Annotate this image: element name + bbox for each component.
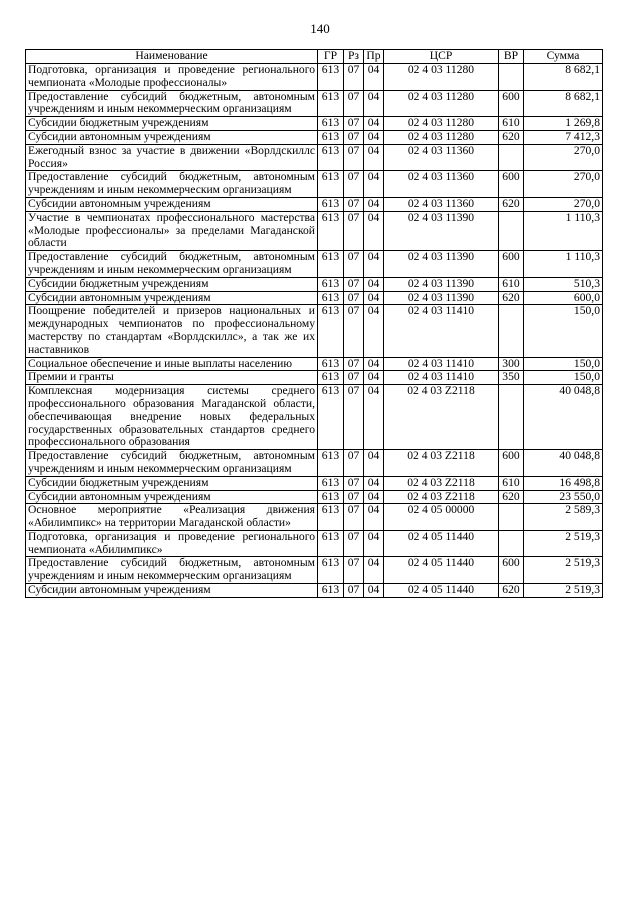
row-rz-cell: 07: [344, 130, 364, 144]
row-gr-cell: 613: [318, 371, 344, 385]
row-gr-cell: 613: [318, 211, 344, 250]
row-gr-cell: 613: [318, 504, 344, 531]
row-sum-cell: 150,0: [524, 357, 603, 371]
row-gr-cell: 613: [318, 117, 344, 131]
row-gr-cell: 613: [318, 64, 344, 91]
row-name-cell: Субсидии автономным учреждениям: [26, 197, 318, 211]
row-sum-cell: 8 682,1: [524, 64, 603, 91]
row-gr-cell: 613: [318, 385, 344, 450]
row-name-cell: Предоставление субсидий бюджетным, автономным учреждениям и иным некоммерческим организациям: [26, 450, 318, 477]
table-header-row: [26, 50, 603, 64]
row-pr-cell: 04: [364, 530, 384, 557]
row-gr-cell: 613: [318, 144, 344, 171]
row-gr-cell: 613: [318, 251, 344, 278]
row-vr-cell: [499, 305, 524, 357]
row-sum-cell: 270,0: [524, 197, 603, 211]
row-rz-cell: 07: [344, 171, 364, 198]
row-rz-cell: 07: [344, 385, 364, 450]
row-name-cell: Субсидии бюджетным учреждениям: [26, 476, 318, 490]
row-gr-cell: 613: [318, 584, 344, 598]
table-row: [26, 371, 603, 385]
row-csr-cell: 02 4 03 Z2118: [384, 450, 499, 477]
row-csr-cell: 02 4 03 11280: [384, 130, 499, 144]
row-rz-cell: 07: [344, 490, 364, 504]
row-csr-cell: 02 4 03 11390: [384, 291, 499, 305]
row-rz-cell: 07: [344, 251, 364, 278]
row-gr-cell: 613: [318, 90, 344, 117]
row-vr-cell: 620: [499, 130, 524, 144]
row-vr-cell: 350: [499, 371, 524, 385]
row-name-cell: Субсидии автономным учреждениям: [26, 490, 318, 504]
header-gr: ГР: [318, 50, 344, 64]
row-sum-cell: 270,0: [524, 171, 603, 198]
row-gr-cell: 613: [318, 530, 344, 557]
table-row: [26, 557, 603, 584]
row-pr-cell: 04: [364, 171, 384, 198]
row-pr-cell: 04: [364, 211, 384, 250]
row-name-cell: Субсидии бюджетным учреждениям: [26, 277, 318, 291]
row-gr-cell: 613: [318, 305, 344, 357]
row-name-cell: Предоставление субсидий бюджетным, автономным учреждениям и иным некоммерческим организациям: [26, 90, 318, 117]
row-csr-cell: 02 4 03 Z2118: [384, 490, 499, 504]
row-name-cell: Предоставление субсидий бюджетным, автономным учреждениям и иным некоммерческим организациям: [26, 171, 318, 198]
row-csr-cell: 02 4 03 11390: [384, 211, 499, 250]
row-rz-cell: 07: [344, 291, 364, 305]
header-name: Наименование: [26, 50, 318, 64]
header-csr: ЦСР: [384, 50, 499, 64]
row-name-cell: Субсидии бюджетным учреждениям: [26, 117, 318, 131]
table-row: [26, 197, 603, 211]
row-rz-cell: 07: [344, 557, 364, 584]
row-rz-cell: 07: [344, 90, 364, 117]
row-rz-cell: 07: [344, 211, 364, 250]
row-pr-cell: 04: [364, 277, 384, 291]
row-vr-cell: 600: [499, 171, 524, 198]
row-vr-cell: 610: [499, 277, 524, 291]
table-row: [26, 490, 603, 504]
table-row: [26, 251, 603, 278]
row-rz-cell: 07: [344, 504, 364, 531]
table-row: [26, 171, 603, 198]
row-vr-cell: 610: [499, 117, 524, 131]
row-sum-cell: 1 110,3: [524, 211, 603, 250]
row-vr-cell: 610: [499, 476, 524, 490]
row-vr-cell: [499, 64, 524, 91]
table-row: [26, 291, 603, 305]
row-gr-cell: 613: [318, 357, 344, 371]
row-rz-cell: 07: [344, 476, 364, 490]
row-rz-cell: 07: [344, 305, 364, 357]
row-pr-cell: 04: [364, 291, 384, 305]
table-row: [26, 64, 603, 91]
row-rz-cell: 07: [344, 584, 364, 598]
row-csr-cell: 02 4 03 11360: [384, 144, 499, 171]
row-name-cell: Ежегодный взнос за участие в движении «Ворлдскиллс Россия»: [26, 144, 318, 171]
row-rz-cell: 07: [344, 371, 364, 385]
row-csr-cell: 02 4 03 11280: [384, 90, 499, 117]
row-csr-cell: 02 4 03 11280: [384, 117, 499, 131]
table-row: [26, 530, 603, 557]
row-csr-cell: 02 4 03 11390: [384, 277, 499, 291]
row-gr-cell: 613: [318, 291, 344, 305]
row-vr-cell: 620: [499, 291, 524, 305]
row-sum-cell: 2 519,3: [524, 584, 603, 598]
row-pr-cell: 04: [364, 117, 384, 131]
row-pr-cell: 04: [364, 197, 384, 211]
row-name-cell: Субсидии автономным учреждениям: [26, 584, 318, 598]
row-rz-cell: 07: [344, 277, 364, 291]
row-name-cell: Поощрение победителей и призеров национальных и международных чемпионатов по профессиональному мастерству по стандартам «Ворлдскиллс», а так же их наставников: [26, 305, 318, 357]
row-gr-cell: 613: [318, 557, 344, 584]
row-vr-cell: 600: [499, 251, 524, 278]
table-row: [26, 476, 603, 490]
table-row: [26, 117, 603, 131]
row-csr-cell: 02 4 05 00000: [384, 504, 499, 531]
row-rz-cell: 07: [344, 357, 364, 371]
row-gr-cell: 613: [318, 171, 344, 198]
row-vr-cell: 620: [499, 490, 524, 504]
row-pr-cell: 04: [364, 385, 384, 450]
row-vr-cell: [499, 530, 524, 557]
row-vr-cell: 600: [499, 450, 524, 477]
row-pr-cell: 04: [364, 90, 384, 117]
table-row: [26, 385, 603, 450]
table-row: [26, 357, 603, 371]
header-vr: ВР: [499, 50, 524, 64]
row-pr-cell: 04: [364, 450, 384, 477]
row-sum-cell: 2 589,3: [524, 504, 603, 531]
row-name-cell: Основное мероприятие «Реализация движения «Абилимпикс» на территории Магаданской области»: [26, 504, 318, 531]
row-gr-cell: 613: [318, 450, 344, 477]
row-csr-cell: 02 4 05 11440: [384, 557, 499, 584]
row-pr-cell: 04: [364, 490, 384, 504]
row-name-cell: Участие в чемпионатах профессионального мастерства «Молодые профессионалы» за пределами Магаданской области: [26, 211, 318, 250]
row-name-cell: Субсидии автономным учреждениям: [26, 291, 318, 305]
header-sum: Сумма: [524, 50, 603, 64]
table-row: [26, 277, 603, 291]
row-pr-cell: 04: [364, 357, 384, 371]
row-sum-cell: 1 269,8: [524, 117, 603, 131]
row-sum-cell: 270,0: [524, 144, 603, 171]
row-sum-cell: 16 498,8: [524, 476, 603, 490]
row-pr-cell: 04: [364, 584, 384, 598]
row-name-cell: Предоставление субсидий бюджетным, автономным учреждениям и иным некоммерческим организациям: [26, 557, 318, 584]
row-vr-cell: 620: [499, 584, 524, 598]
row-name-cell: Подготовка, организация и проведение регионального чемпионата «Молодые профессионалы»: [26, 64, 318, 91]
row-sum-cell: 510,3: [524, 277, 603, 291]
row-vr-cell: 600: [499, 557, 524, 584]
row-csr-cell: 02 4 03 Z2118: [384, 385, 499, 450]
row-csr-cell: 02 4 03 11410: [384, 305, 499, 357]
row-pr-cell: 04: [364, 251, 384, 278]
row-sum-cell: 8 682,1: [524, 90, 603, 117]
table-row: [26, 90, 603, 117]
header-rz: Рз: [344, 50, 364, 64]
row-gr-cell: 613: [318, 197, 344, 211]
row-name-cell: Социальное обеспечение и иные выплаты населению: [26, 357, 318, 371]
row-pr-cell: 04: [364, 130, 384, 144]
row-rz-cell: 07: [344, 144, 364, 171]
budget-table: [25, 49, 603, 598]
table-row: [26, 584, 603, 598]
row-csr-cell: 02 4 03 11360: [384, 171, 499, 198]
table-row: [26, 305, 603, 357]
row-sum-cell: 2 519,3: [524, 557, 603, 584]
row-rz-cell: 07: [344, 197, 364, 211]
row-gr-cell: 613: [318, 476, 344, 490]
row-vr-cell: [499, 144, 524, 171]
row-csr-cell: 02 4 05 11440: [384, 530, 499, 557]
row-sum-cell: 40 048,8: [524, 450, 603, 477]
row-pr-cell: 04: [364, 557, 384, 584]
row-pr-cell: 04: [364, 504, 384, 531]
row-csr-cell: 02 4 03 11410: [384, 357, 499, 371]
row-gr-cell: 613: [318, 130, 344, 144]
row-sum-cell: 23 550,0: [524, 490, 603, 504]
row-rz-cell: 07: [344, 530, 364, 557]
header-pr: Пр: [364, 50, 384, 64]
row-vr-cell: [499, 504, 524, 531]
row-vr-cell: 300: [499, 357, 524, 371]
table-row: [26, 211, 603, 250]
table-row: [26, 504, 603, 531]
row-vr-cell: [499, 211, 524, 250]
row-vr-cell: [499, 385, 524, 450]
table-row: [26, 450, 603, 477]
row-csr-cell: 02 4 05 11440: [384, 584, 499, 598]
page-number: 140: [310, 21, 330, 36]
row-rz-cell: 07: [344, 450, 364, 477]
row-pr-cell: 04: [364, 305, 384, 357]
row-csr-cell: 02 4 03 Z2118: [384, 476, 499, 490]
row-sum-cell: 40 048,8: [524, 385, 603, 450]
row-name-cell: Комплексная модернизация системы среднего профессионального образования Магаданской области, обеспечивающая внедрение новых федеральных государственных образовательных стандартов среднего профессионального образования: [26, 385, 318, 450]
row-rz-cell: 07: [344, 64, 364, 91]
table-row: [26, 144, 603, 171]
row-sum-cell: 7 412,3: [524, 130, 603, 144]
row-name-cell: Субсидии автономным учреждениям: [26, 130, 318, 144]
row-pr-cell: 04: [364, 371, 384, 385]
row-csr-cell: 02 4 03 11280: [384, 64, 499, 91]
row-sum-cell: 150,0: [524, 371, 603, 385]
row-pr-cell: 04: [364, 64, 384, 91]
table-row: [26, 130, 603, 144]
row-csr-cell: 02 4 03 11410: [384, 371, 499, 385]
row-gr-cell: 613: [318, 277, 344, 291]
row-name-cell: Премии и гранты: [26, 371, 318, 385]
row-pr-cell: 04: [364, 144, 384, 171]
table-body: [26, 64, 603, 598]
row-name-cell: Предоставление субсидий бюджетным, автономным учреждениям и иным некоммерческим организациям: [26, 251, 318, 278]
row-vr-cell: 600: [499, 90, 524, 117]
row-sum-cell: 1 110,3: [524, 251, 603, 278]
row-sum-cell: 2 519,3: [524, 530, 603, 557]
row-rz-cell: 07: [344, 117, 364, 131]
row-csr-cell: 02 4 03 11390: [384, 251, 499, 278]
row-sum-cell: 150,0: [524, 305, 603, 357]
row-sum-cell: 600,0: [524, 291, 603, 305]
row-name-cell: Подготовка, организация и проведение регионального чемпионата «Абилимпикс»: [26, 530, 318, 557]
row-csr-cell: 02 4 03 11360: [384, 197, 499, 211]
row-gr-cell: 613: [318, 490, 344, 504]
row-pr-cell: 04: [364, 476, 384, 490]
row-vr-cell: 620: [499, 197, 524, 211]
